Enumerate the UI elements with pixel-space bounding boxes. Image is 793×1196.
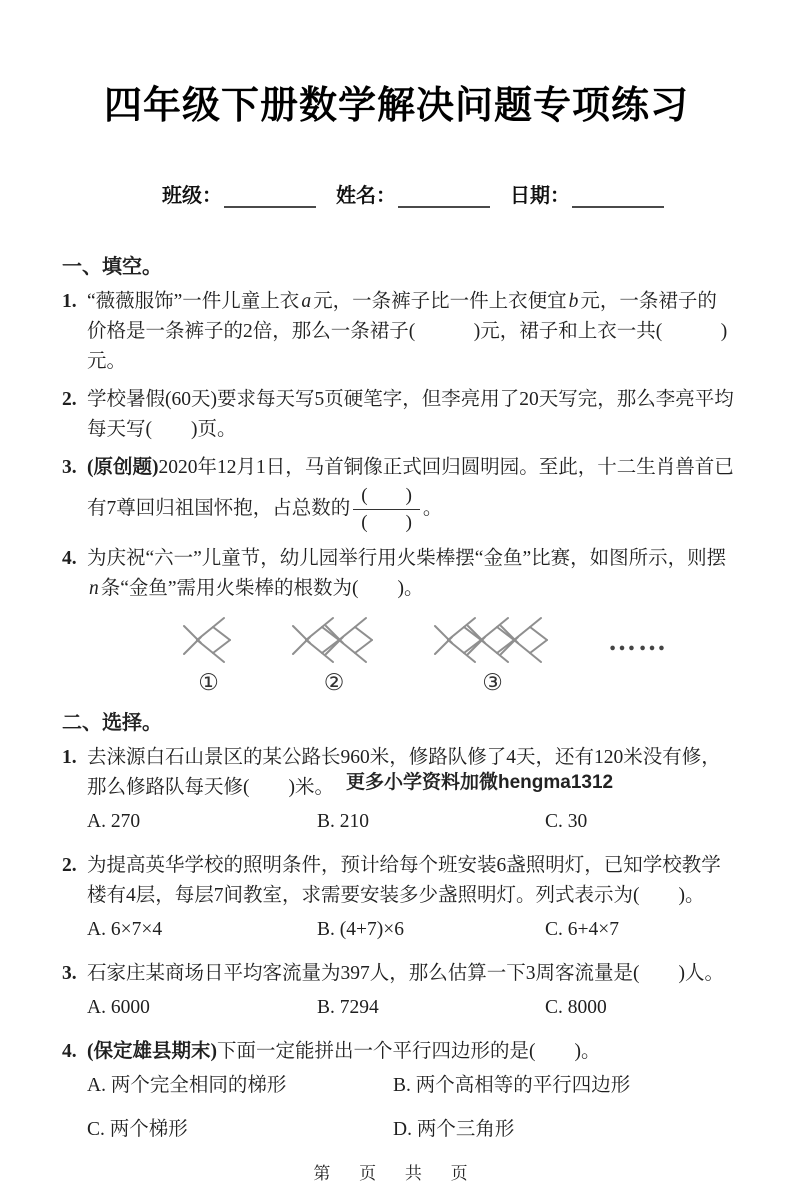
class-field [162, 179, 316, 208]
text-segment: 元，一条裙子的价格是一条裤子的2倍，那么一条裙子( )元，裙子和上衣一共( )元。 [87, 291, 728, 372]
fill-item-3 [62, 453, 735, 536]
text-segment: 学校暑假(60天)要求每天写5页硬笔字，但李亮用了20天写完，那么李亮平均每天写( )页。 [87, 389, 734, 440]
text-segment: 为提高英华学校的照明条件，预计给每个班安装6盏照明灯，已知学校教学楼有4层，每层7间教室，求需要安装多少盏照明灯。列式表示为( )。 [87, 854, 721, 906]
choice-3-option-a: A. 6000 [87, 996, 150, 1018]
fill-item-1-number: 1. [62, 291, 77, 312]
choice-item-2-options [87, 915, 735, 945]
fill-item-4 [62, 544, 735, 604]
choice-4-option-b: B. 两个高相等的平行四边形 [393, 1074, 631, 1096]
name-field-label: 姓名： [336, 185, 396, 207]
text-segment: 为庆祝“六一”儿童节，幼儿园举行用火柴棒摆“金鱼”比赛，如图所示，则摆 [87, 547, 727, 569]
fill-item-2-text [87, 385, 735, 445]
choice-item-4 [62, 1037, 735, 1155]
choice-4-option-a: A. 两个完全相同的梯形 [87, 1074, 287, 1096]
fill-item-1-text [87, 287, 735, 377]
class-field-label: 班级： [162, 185, 222, 207]
choice-2-option-a: A. 6×7×4 [87, 918, 163, 940]
choice-item-3 [62, 959, 735, 1033]
fish-diagram-2 [291, 616, 377, 664]
choice-item-1-text [87, 747, 721, 798]
fill-item-4-text [87, 544, 735, 604]
date-field-label: 日期： [510, 185, 570, 207]
choice-item-3-body [87, 959, 735, 1033]
fish-diagram-3 [433, 616, 552, 664]
fish-label-2: ② [323, 669, 345, 695]
fish-group-2 [291, 616, 377, 696]
page-title: 四年级下册数学解决问题专项练习 [103, 85, 689, 127]
choice-item-2 [62, 851, 735, 955]
class-field-blank [224, 184, 316, 208]
choice-item-2-body [87, 851, 735, 955]
footer-page-info: 第 页 共 页 [313, 1164, 480, 1183]
fish-group-1 [182, 616, 235, 696]
date-field [510, 179, 664, 208]
choice-item-2-text [87, 855, 721, 906]
choice-item-4-options [87, 1071, 735, 1145]
ellipsis-text: …… [608, 625, 668, 657]
watermark-text: 更多小学资料加微hengma1312 [346, 771, 614, 793]
math-variable: n [89, 577, 99, 599]
fill-item-3-text [87, 453, 735, 536]
text-segment: “薇薇服饰”一件儿童上衣 [87, 291, 300, 312]
student-info-line [162, 179, 793, 208]
choice-item-1-options [87, 807, 735, 837]
fish-group-3 [433, 616, 552, 696]
text-segment: 2020年12月1日，马首铜像正式回归圆明园。至此，十二生肖兽首已有7尊回归祖国怀抱，占总数的 [87, 457, 734, 519]
choice-item-1 [62, 743, 735, 847]
choice-1-option-a: A. 270 [87, 810, 141, 832]
name-field-blank [398, 184, 490, 208]
choice-2-option-b: B. (4+7)×6 [317, 918, 404, 940]
math-variable: a [301, 291, 312, 312]
text-segment: 条“金鱼”需用火柴棒的根数为( )。 [100, 577, 424, 599]
fill-item-2-number: 2. [62, 389, 77, 410]
choice-1-option-c: C. 30 [545, 810, 588, 832]
bold-tag: (保定雄县期末) [87, 1040, 217, 1062]
choice-item-3-number: 3. [62, 962, 77, 984]
bold-tag: (原创题) [87, 457, 159, 478]
text-segment: 下面一定能拼出一个平行四边形的是( )。 [217, 1040, 601, 1062]
fish-label-1: ① [198, 669, 219, 695]
choice-item-1-body [87, 743, 735, 847]
fraction-numerator: ( ) [353, 485, 420, 510]
choice-item-4-text [87, 1041, 601, 1062]
choice-1-option-b: B. 210 [317, 810, 370, 832]
fraction-denominator: ( ) [361, 511, 412, 533]
text-segment: 。 [422, 497, 443, 519]
choice-item-1-number: 1. [62, 746, 77, 768]
choice-item-4-body [87, 1037, 735, 1155]
choice-item-3-options [87, 993, 735, 1023]
choice-item-4-number: 4. [62, 1040, 77, 1062]
matchstick-fish-figure [182, 616, 735, 696]
fish-label-3: ③ [482, 669, 503, 695]
text-segment: 元，一条裤子比一件上衣便宜 [313, 291, 567, 312]
choice-item-2-number: 2. [62, 854, 77, 876]
date-field-blank [572, 184, 664, 208]
fill-item-4-number: 4. [62, 547, 77, 569]
fill-item-2 [62, 385, 735, 445]
section-fill-in-heading: 一、填空。 [62, 256, 162, 278]
section-choice-heading: 二、选择。 [62, 711, 162, 734]
text-segment: 石家庄某商场日平均客流量为397人，那么估算一下3周客流量是( )人。 [87, 962, 724, 984]
worksheet-body [62, 250, 735, 1155]
choice-item-3-text [87, 963, 724, 984]
choice-2-option-c: C. 6+4×7 [545, 918, 620, 940]
text-segment: 去涞源白石山景区的某公路长960米，修路队修了4天，还有120米没有修，那么修路队每天修( )米。 [87, 746, 721, 798]
fill-item-1 [62, 287, 735, 377]
choice-4-option-d: D. 两个三角形 [393, 1118, 515, 1140]
fish-diagram-1 [182, 616, 235, 664]
name-field [336, 179, 490, 208]
choice-3-option-b: B. 7294 [317, 996, 379, 1018]
fill-item-3-number: 3. [62, 457, 77, 478]
fraction-blank [353, 485, 420, 534]
math-variable: b [568, 291, 579, 312]
choice-4-option-c: C. 两个梯形 [87, 1118, 188, 1140]
choice-3-option-c: C. 8000 [545, 996, 607, 1018]
